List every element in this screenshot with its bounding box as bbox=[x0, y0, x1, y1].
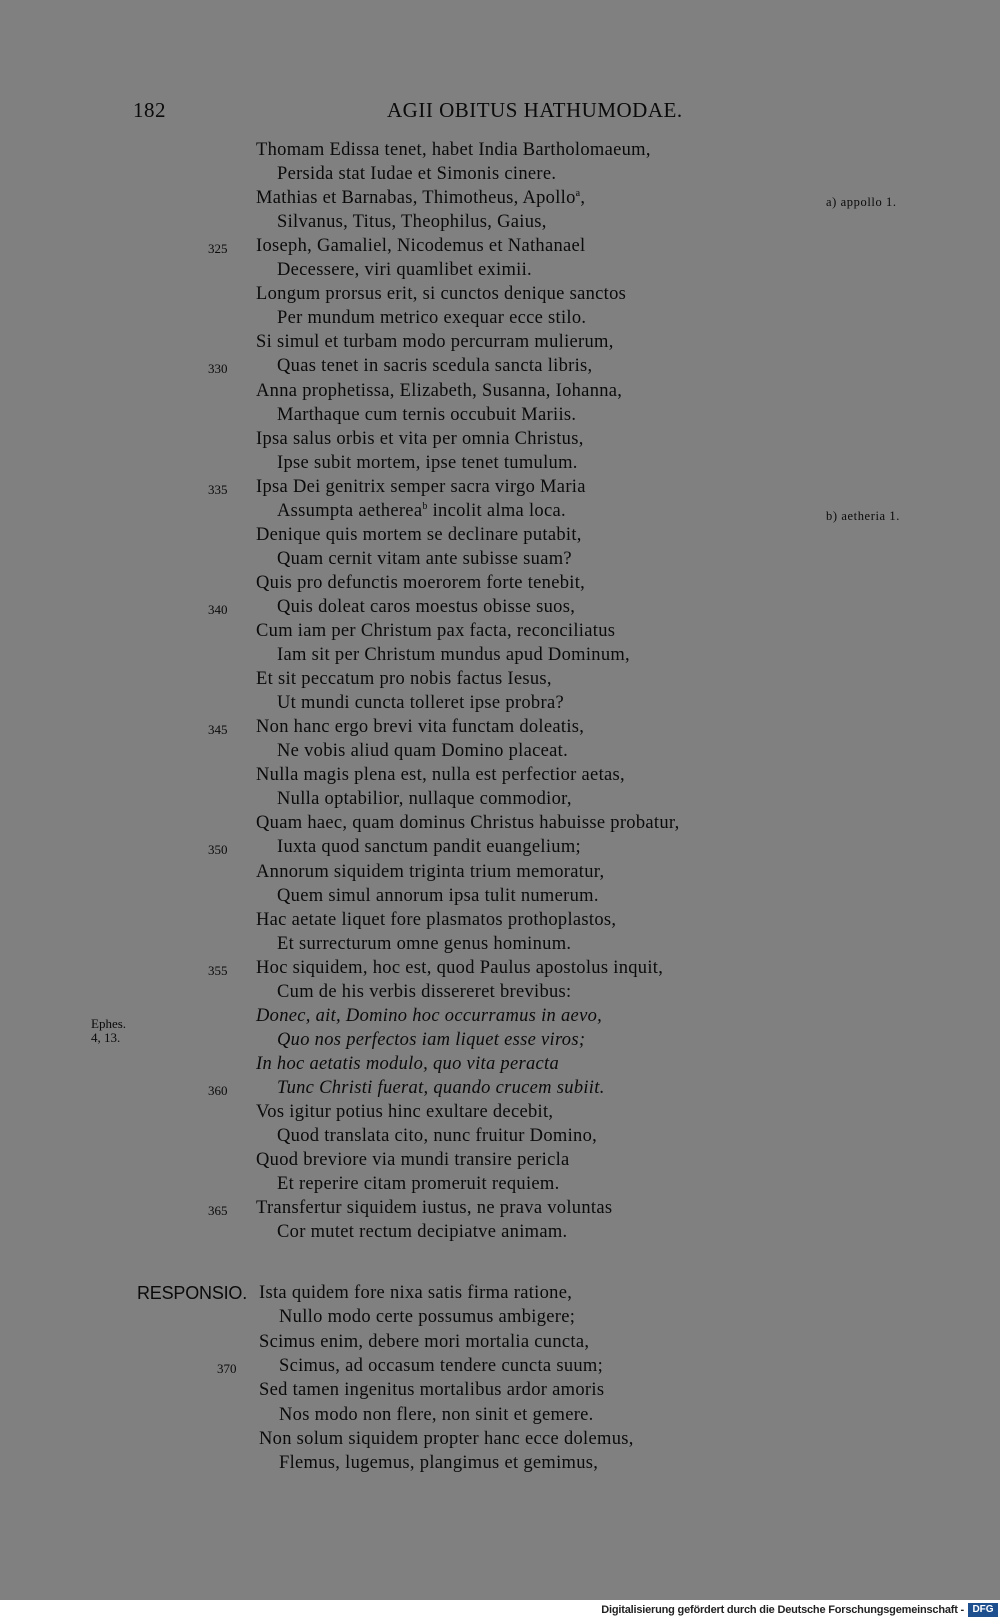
line-number: 325 bbox=[208, 241, 228, 257]
verse-text: In hoc aetatis modulo, quo vita peracta bbox=[256, 1053, 560, 1074]
verse-line bbox=[277, 212, 547, 233]
verse-line bbox=[256, 910, 616, 931]
verse-line bbox=[256, 236, 585, 257]
dfg-logo-icon: DFG bbox=[968, 1603, 998, 1617]
verse-text: Per mundum metrico exequar ecce stilo. bbox=[277, 308, 587, 329]
verse-line bbox=[277, 164, 556, 185]
verse-text: Quis doleat caros moestus obisse suos, bbox=[277, 596, 576, 617]
responsio-line: Non solum siquidem propter hanc ecce dolemus, bbox=[259, 1428, 634, 1449]
verse-line bbox=[277, 934, 571, 955]
verse-text-continued: incolit alma loca. bbox=[427, 500, 566, 521]
verse-text: Quas tenet in sacris scedula sancta libris, bbox=[277, 356, 593, 377]
responsio-line: Scimus enim, debere mori mortalia cuncta, bbox=[259, 1331, 590, 1352]
footnote-marker: a bbox=[575, 188, 581, 200]
verse-text: Quem simul annorum ipsa tulit numerum. bbox=[277, 885, 599, 906]
verse-line bbox=[277, 308, 586, 329]
verse-line bbox=[256, 862, 604, 883]
verse-line bbox=[277, 356, 593, 377]
line-number: 350 bbox=[208, 842, 228, 858]
line-number: 365 bbox=[208, 1203, 228, 1219]
margin-reference-book: Ephes. bbox=[91, 1016, 127, 1031]
verse-line bbox=[256, 1006, 602, 1027]
verse-line bbox=[256, 284, 626, 305]
verse-line bbox=[256, 669, 552, 690]
verse-text: Denique quis mortem se declinare putabit, bbox=[256, 524, 582, 545]
footer-credit: Digitalisierung gefördert durch die Deutsche Forschungsgemeinschaft - bbox=[601, 1604, 964, 1616]
line-number: 355 bbox=[208, 962, 228, 978]
verse-text: Quod breviore via mundi transire pericla bbox=[256, 1150, 570, 1171]
verse-line bbox=[277, 693, 564, 714]
verse-text: Hac aetate liquet fore plasmatos prothoplastos, bbox=[256, 909, 617, 930]
verse-text: Decessere, viri quamlibet eximii. bbox=[277, 260, 532, 281]
verse-line bbox=[256, 621, 615, 642]
footnote-a: a) appollo 1. bbox=[826, 195, 897, 209]
verse-line bbox=[277, 741, 568, 762]
responsio-line: Sed tamen ingenitus mortalibus ardor amoris bbox=[259, 1380, 605, 1401]
verse-text: Non hanc ergo brevi vita functam doleatis, bbox=[256, 717, 585, 738]
verse-text: Tunc Christi fuerat, quando crucem subiit. bbox=[277, 1077, 605, 1098]
verse-line bbox=[256, 717, 584, 738]
verse-text: Donec, ait, Domino hoc occurramus in aevo, bbox=[256, 1005, 603, 1026]
verse-line bbox=[277, 1126, 597, 1147]
margin-reference-verse: 4, 13. bbox=[91, 1030, 121, 1045]
verse-text: Cum iam per Christum pax facta, reconciliatus bbox=[256, 621, 616, 641]
line-number: 340 bbox=[208, 601, 228, 617]
verse-text: Marthaque cum ternis occubuit Mariis. bbox=[277, 404, 577, 425]
verse-text: Annorum siquidem triginta trium memoratur, bbox=[256, 861, 605, 882]
verse-text: Hoc siquidem, hoc est, quod Paulus apostolus inquit, bbox=[256, 957, 664, 978]
verse-line bbox=[256, 765, 625, 786]
verse-line bbox=[277, 982, 572, 1003]
verse-text: Quis pro defunctis moerorem forte tenebit, bbox=[256, 572, 586, 593]
verse-text: Et sit peccatum pro nobis factus Iesus, bbox=[256, 669, 552, 690]
verse-text: Ut mundi cuncta tolleret ipse probra? bbox=[277, 693, 564, 714]
verse-text: Assumpta aetherea bbox=[277, 500, 423, 521]
verse-line bbox=[256, 1102, 553, 1123]
speaker-label: RESPONSIO. bbox=[137, 1283, 248, 1303]
verse-line bbox=[256, 140, 651, 161]
verse-text-continued: , bbox=[580, 188, 586, 209]
verse-line bbox=[277, 886, 599, 907]
verse-line bbox=[256, 958, 663, 979]
page-number: 182 bbox=[133, 98, 166, 122]
verse-line bbox=[277, 837, 581, 858]
verse-text: Transfertur siquidem iustus, ne prava voluntas bbox=[256, 1198, 613, 1219]
verse-text: Cor mutet rectum decipiatve animam. bbox=[277, 1222, 568, 1243]
verse-text: Ipsa salus orbis et vita per omnia Christus, bbox=[256, 428, 584, 449]
verse-text: Et surrecturum omne genus hominum. bbox=[277, 933, 572, 954]
line-number: 335 bbox=[208, 481, 228, 497]
verse-text: Vos igitur potius hinc exultare decebit, bbox=[256, 1102, 554, 1122]
responsio-line: Nullo modo certe possumus ambigere; bbox=[279, 1307, 576, 1328]
verse-line bbox=[256, 1150, 570, 1171]
verse-text: Iuxta quod sanctum pandit euangelium; bbox=[277, 837, 581, 858]
verse-text: Mathias et Barnabas, Thimotheus, Apollo bbox=[256, 188, 576, 209]
verse-line bbox=[277, 789, 572, 810]
verse-line bbox=[256, 573, 585, 594]
responsio-line: Ista quidem fore nixa satis firma ratione, bbox=[259, 1283, 573, 1303]
verse-line bbox=[256, 429, 584, 450]
verse-text: Quo nos perfectos iam liquet esse viros; bbox=[277, 1029, 586, 1050]
footer-bar bbox=[0, 1600, 1000, 1621]
line-number: 330 bbox=[208, 361, 228, 377]
verse-line bbox=[277, 405, 576, 426]
verse-line bbox=[277, 1222, 567, 1243]
verse-line bbox=[277, 597, 575, 618]
verse-text: Et reperire citam promeruit requiem. bbox=[277, 1174, 560, 1195]
responsio-line: Flemus, lugemus, plangimus et gemimus, bbox=[279, 1453, 599, 1474]
verse-text: Persida stat Iudae et Simonis cinere. bbox=[277, 164, 557, 185]
verse-line bbox=[256, 1198, 612, 1219]
verse-text: Iam sit per Christum mundus apud Dominum, bbox=[277, 645, 630, 666]
verse-line bbox=[256, 381, 622, 402]
verse-line bbox=[277, 453, 578, 474]
verse-line bbox=[277, 260, 532, 281]
verse-text: Ipse subit mortem, ipse tenet tumulum. bbox=[277, 452, 578, 473]
running-title: AGII OBITUS HATHUMODAE. bbox=[387, 98, 683, 122]
verse-line bbox=[256, 1054, 559, 1075]
footnote-marker: b bbox=[422, 500, 428, 512]
verse-text: Longum prorsus erit, si cunctos denique sanctos bbox=[256, 284, 627, 305]
verse-line bbox=[256, 525, 582, 546]
verse-line bbox=[277, 501, 566, 522]
responsio-line: Nos modo non flere, non sinit et gemere. bbox=[279, 1404, 594, 1425]
verse-line bbox=[277, 549, 572, 570]
verse-text: Silvanus, Titus, Theophilus, Gaius, bbox=[277, 212, 547, 233]
verse-line bbox=[277, 1078, 605, 1099]
verse-text: Si simul et turbam modo percurram mulierum, bbox=[256, 332, 614, 353]
verse-text: Thomam Edissa tenet, habet India Bartholomaeum, bbox=[256, 140, 651, 160]
verse-text: Quod translata cito, nunc fruitur Domino, bbox=[277, 1126, 598, 1147]
verse-line bbox=[277, 1174, 560, 1195]
verse-text: Ioseph, Gamaliel, Nicodemus et Nathanael bbox=[256, 236, 586, 257]
line-number: 360 bbox=[208, 1082, 228, 1098]
margin-reference bbox=[91, 1017, 126, 1045]
verse-line bbox=[256, 332, 614, 353]
verse-line bbox=[256, 477, 586, 498]
verse-line bbox=[277, 1030, 585, 1051]
verse-text: Nulla magis plena est, nulla est perfectior aetas, bbox=[256, 765, 625, 786]
verse-line bbox=[277, 645, 630, 666]
verse-text: Anna prophetissa, Elizabeth, Susanna, Iohanna, bbox=[256, 380, 623, 401]
verse-text: Ne vobis aliud quam Domino placeat. bbox=[277, 741, 569, 762]
verse-text: Ipsa Dei genitrix semper sacra virgo Maria bbox=[256, 476, 586, 497]
verse-text: Quam cernit vitam ante subisse suam? bbox=[277, 548, 572, 569]
verse-text: Quam haec, quam dominus Christus habuisse probatur, bbox=[256, 813, 680, 834]
verse-text: Nulla optabilior, nullaque commodior, bbox=[277, 789, 572, 810]
verse-line bbox=[256, 813, 680, 834]
verse-line bbox=[256, 188, 585, 209]
line-number: 370 bbox=[217, 1360, 237, 1376]
responsio-line: Scimus, ad occasum tendere cuncta suum; bbox=[279, 1355, 604, 1376]
verse-text: Cum de his verbis dissereret brevibus: bbox=[277, 981, 572, 1002]
footnote-b: b) aetheria 1. bbox=[826, 509, 900, 523]
line-number: 345 bbox=[208, 722, 228, 738]
